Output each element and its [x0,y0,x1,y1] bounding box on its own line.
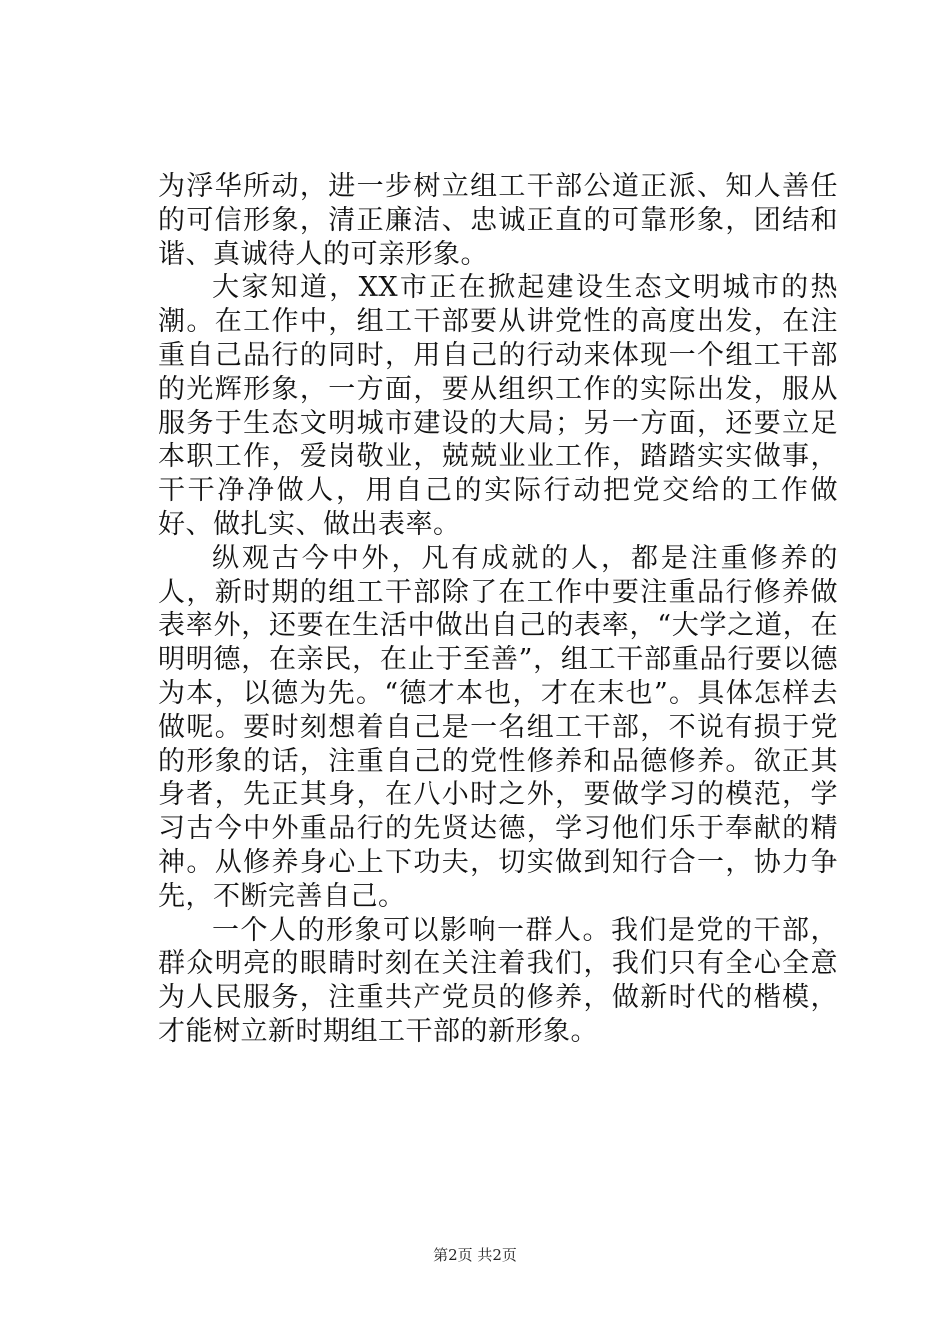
page-number-footer: 第2页 共2页 [433,1246,517,1264]
paragraph-2: 大家知道，XX市正在掀起建设生态文明城市的热潮。在工作中，组工干部要从讲党性的高度出发，在注重自己品行的同时，用自己的行动来体现一个组工干部的光辉形象，一方面，要从组织工作的实际出发，服从服务于生态文明城市建设的大局；另一方面，还要立足本职工作，爱岗敬业，兢兢业业工作，踏踏实实做事，干干净净做人，用自己的实际行动把党交给的工作做好、做扎实、做出表率。 [158,272,838,540]
paragraph-1: 为浮华所动，进一步树立组工干部公道正派、知人善任的可信形象，清正廉洁、忠诚正直的可靠形象，团结和谐、真诚待人的可亲形象。 [158,171,838,270]
paragraph-4: 一个人的形象可以影响一群人。我们是党的干部，群众明亮的眼睛时刻在关注着我们，我们只有全心全意为人民服务，注重共产党员的修养，做新时代的楷模，才能树立新时期组工干部的新形象。 [158,914,838,1047]
document-body [158,170,838,1049]
paragraph-3: 纵观古今中外，凡有成就的人，都是注重修养的人，新时期的组工干部除了在工作中要注重品行修养做表率外，还要在生活中做出自己的表率，“大学之道，在明明德，在亲民，在止于至善”，组工干部重品行要以德为本，以德为先。“德才本也，才在末也”。具体怎样去做呢。要时刻想着自己是一名组工干部，不说有损于党的形象的话，注重自己的党性修养和品德修养。欲正其身者，先正其身，在八小时之外，要做学习的模范，学习古今中外重品行的先贤达德，学习他们乐于奉献的精神。从修养身心上下功夫，切实做到知行合一，协力争先，不断完善自己。 [158,542,838,912]
